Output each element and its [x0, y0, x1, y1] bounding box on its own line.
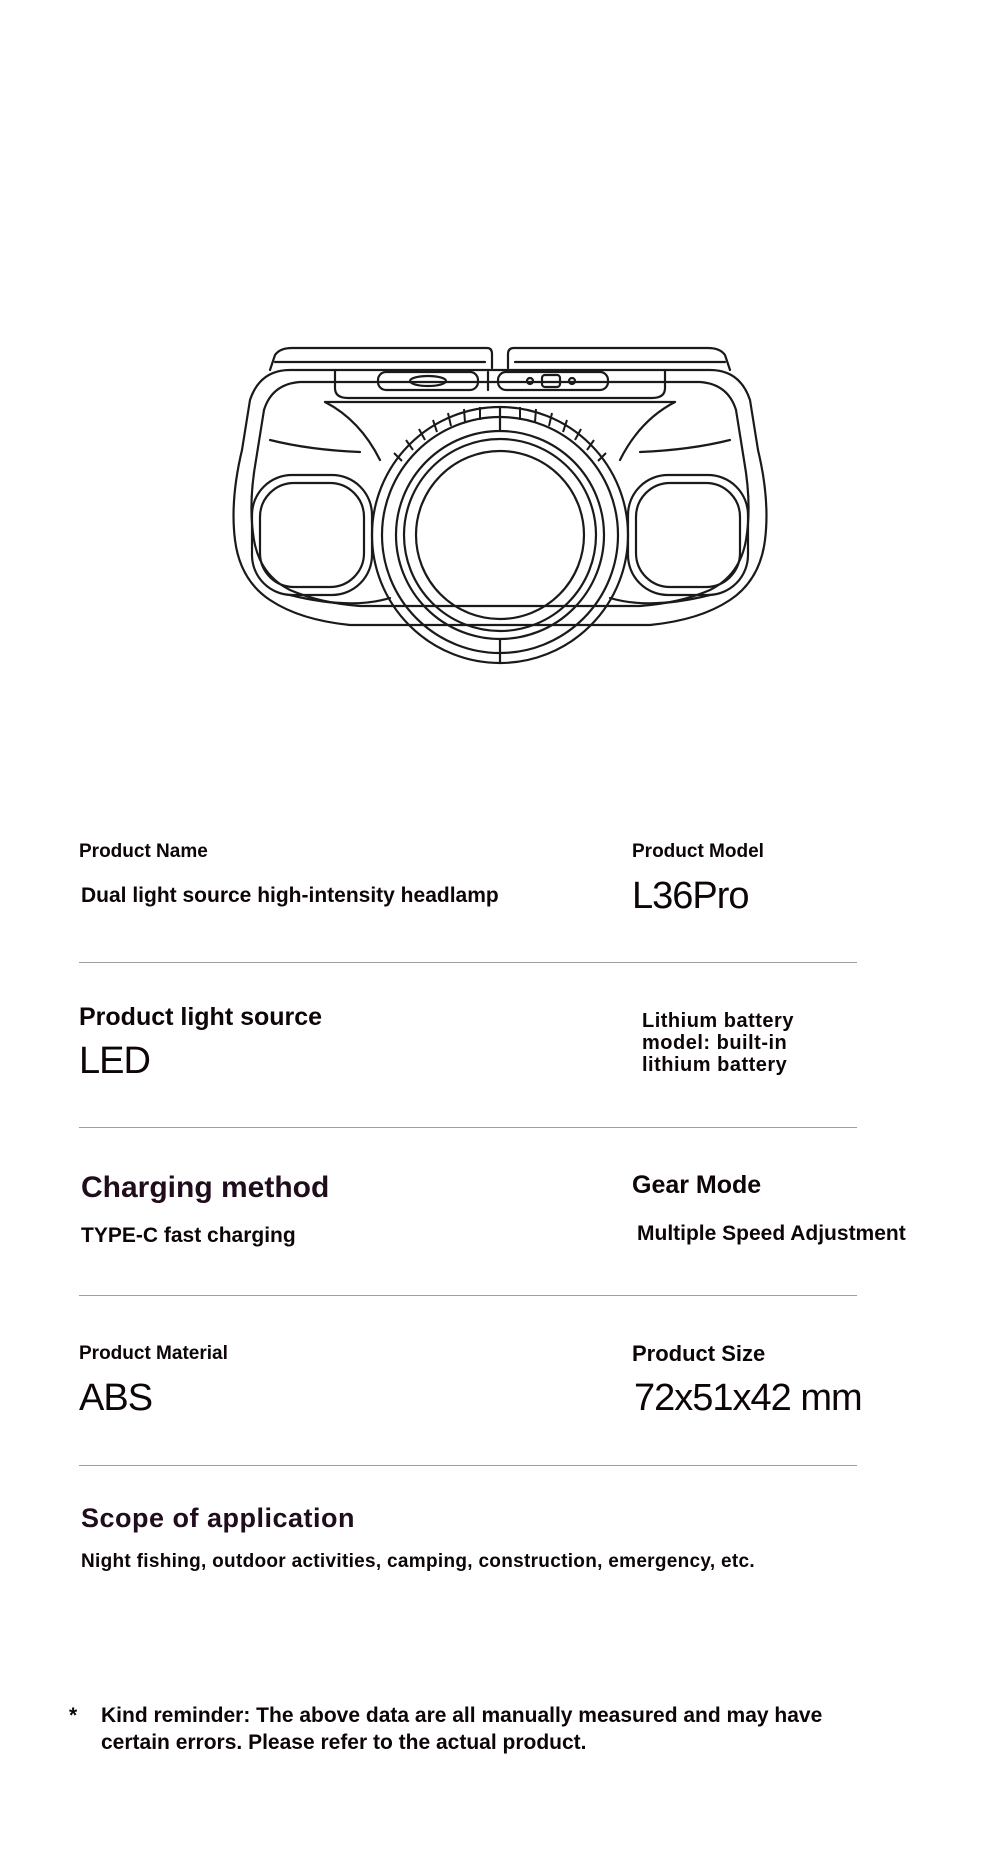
product-model-value: L36Pro [632, 875, 749, 917]
divider-4 [79, 1465, 857, 1466]
gear-mode-value: Multiple Speed Adjustment [637, 1222, 906, 1245]
product-size-value: 72x51x42 mm [634, 1377, 862, 1419]
battery-info: Lithium battery model: built-in lithium battery [642, 1010, 794, 1076]
gear-mode-label: Gear Mode [632, 1171, 762, 1199]
product-model-label: Product Model [632, 841, 764, 862]
divider-2 [79, 1127, 857, 1128]
product-material-value: ABS [79, 1377, 153, 1419]
light-source-value: LED [79, 1040, 150, 1082]
divider-3 [79, 1295, 857, 1296]
scope-title: Scope of application [81, 1503, 356, 1533]
divider-1 [79, 962, 857, 963]
kind-reminder [69, 1702, 885, 1756]
scope-text: Night fishing, outdoor activities, camping, construction, emergency, etc. [81, 1551, 755, 1572]
product-size-label: Product Size [632, 1341, 766, 1366]
product-name-value: Dual light source high-intensity headlamp [81, 884, 499, 907]
kind-reminder-text: Kind reminder: The above data are all manually measured and may have certain errors. Please refer to the actual product. [101, 1704, 823, 1754]
product-name-label: Product Name [79, 841, 208, 862]
asterisk-icon: * [69, 1704, 78, 1727]
headlamp-illustration [230, 340, 770, 710]
product-material-label: Product Material [79, 1343, 228, 1364]
light-source-label: Product light source [79, 1003, 323, 1031]
charging-method-value: TYPE-C fast charging [81, 1224, 296, 1247]
charging-method-label: Charging method [81, 1171, 330, 1204]
